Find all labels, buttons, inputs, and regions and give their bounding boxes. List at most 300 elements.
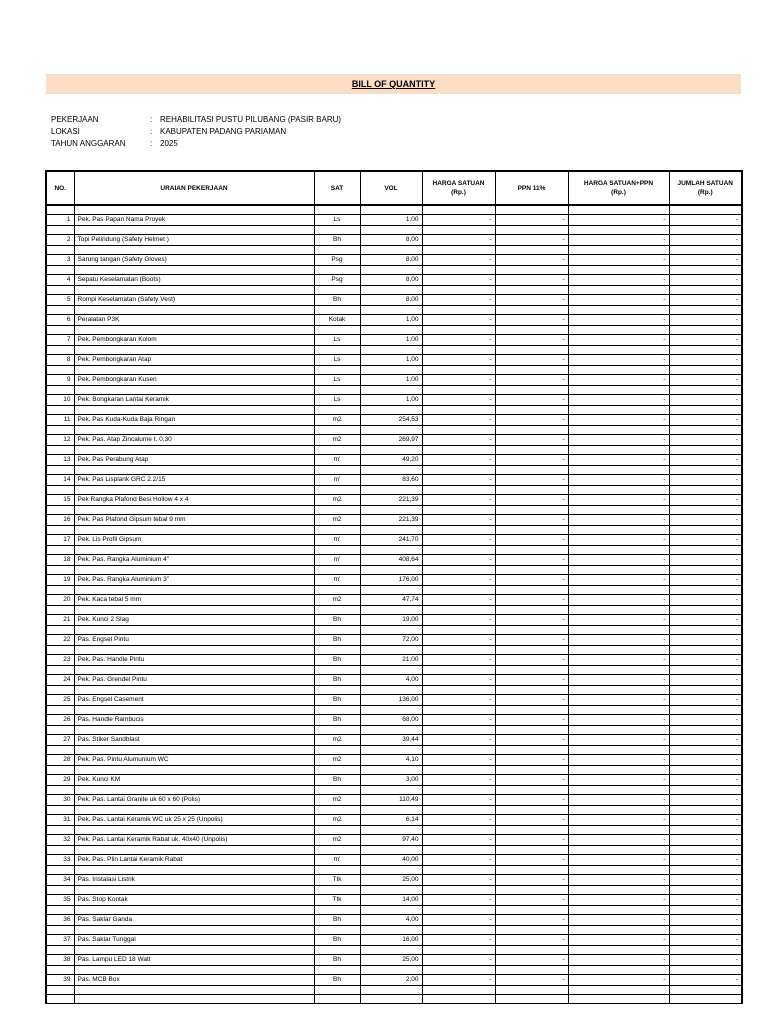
empty-cell <box>74 465 314 474</box>
empty-cell <box>495 805 568 814</box>
empty-cell <box>422 725 495 734</box>
item-ppn: - <box>495 934 568 945</box>
empty-cell <box>314 925 360 934</box>
item-no: 17 <box>46 534 74 545</box>
item-harga-ppn: - <box>568 794 669 805</box>
empty-cell <box>495 825 568 834</box>
item-jumlah: - <box>669 954 742 965</box>
empty-cell <box>46 645 74 654</box>
item-sat: m2 <box>314 414 360 425</box>
empty-cell <box>568 465 669 474</box>
table-row <box>46 414 742 425</box>
item-harga-ppn: - <box>568 534 669 545</box>
info-colon: : <box>150 139 153 148</box>
item-sat: m' <box>314 474 360 485</box>
empty-cell <box>46 945 74 954</box>
item-harga-ppn: - <box>568 414 669 425</box>
item-harga-ppn: - <box>568 274 669 285</box>
item-harga-satuan: - <box>422 734 495 745</box>
item-no: 14 <box>46 474 74 485</box>
item-harga-ppn: - <box>568 894 669 905</box>
item-no: 24 <box>46 674 74 685</box>
item-harga-ppn: - <box>568 214 669 225</box>
item-no: 9 <box>46 374 74 385</box>
item-ppn: - <box>495 754 568 765</box>
empty-cell <box>74 565 314 574</box>
item-vol: 39,44 <box>360 734 422 745</box>
spacer-row <box>46 445 742 454</box>
empty-cell <box>74 385 314 394</box>
empty-cell <box>568 665 669 674</box>
empty-cell <box>360 945 422 954</box>
empty-cell <box>422 705 495 714</box>
item-vol: 269,97 <box>360 434 422 445</box>
item-harga-satuan: - <box>422 794 495 805</box>
empty-cell <box>74 365 314 374</box>
empty-cell <box>669 285 742 294</box>
empty-cell <box>495 865 568 874</box>
item-harga-ppn: - <box>568 454 669 465</box>
empty-cell <box>568 625 669 634</box>
spacer-row <box>46 245 742 254</box>
item-no: 19 <box>46 574 74 585</box>
table-row <box>46 914 742 925</box>
table-row <box>46 494 742 505</box>
item-jumlah: - <box>669 634 742 645</box>
table-row <box>46 974 742 985</box>
item-uraian: Pek. Pas. Handle Pintu <box>74 654 314 665</box>
item-ppn: - <box>495 474 568 485</box>
empty-cell <box>74 265 314 274</box>
item-harga-ppn: - <box>568 294 669 305</box>
item-harga-satuan: - <box>422 534 495 545</box>
item-vol: 72,00 <box>360 634 422 645</box>
item-uraian: Pas. Instalasi Listrik <box>74 874 314 885</box>
document-title: BILL OF QUANTITY <box>351 79 436 89</box>
empty-cell <box>74 825 314 834</box>
item-vol: 25,00 <box>360 954 422 965</box>
item-harga-ppn: - <box>568 254 669 265</box>
empty-cell <box>568 345 669 354</box>
empty-cell <box>46 545 74 554</box>
empty-cell <box>46 625 74 634</box>
empty-cell <box>495 885 568 894</box>
empty-cell <box>46 985 74 994</box>
empty-cell <box>314 845 360 854</box>
empty-cell <box>568 945 669 954</box>
item-jumlah: - <box>669 514 742 525</box>
item-harga-satuan: - <box>422 394 495 405</box>
item-jumlah: - <box>669 774 742 785</box>
empty-cell <box>46 785 74 794</box>
item-harga-satuan: - <box>422 514 495 525</box>
empty-cell <box>46 305 74 314</box>
item-uraian: Pek. Pas. Grendel Pintu <box>74 674 314 685</box>
item-sat: m' <box>314 574 360 585</box>
item-no: 5 <box>46 294 74 305</box>
spacer-row <box>46 725 742 734</box>
item-ppn: - <box>495 514 568 525</box>
item-harga-satuan: - <box>422 714 495 725</box>
table-row <box>46 554 742 565</box>
empty-cell <box>568 205 669 214</box>
empty-cell <box>360 985 422 994</box>
item-jumlah: - <box>669 934 742 945</box>
info-label: PEKERJAAN <box>51 115 99 124</box>
item-vol: 19,00 <box>360 614 422 625</box>
empty-cell <box>360 825 422 834</box>
item-harga-satuan: - <box>422 634 495 645</box>
empty-cell <box>669 425 742 434</box>
empty-cell <box>360 585 422 594</box>
empty-cell <box>360 545 422 554</box>
empty-cell <box>360 625 422 634</box>
empty-cell <box>568 785 669 794</box>
item-vol: 408,64 <box>360 554 422 565</box>
item-harga-satuan: - <box>422 874 495 885</box>
empty-cell <box>314 985 360 994</box>
header-ppn: PPN 11% <box>495 171 568 205</box>
empty-cell <box>669 865 742 874</box>
item-jumlah: - <box>669 574 742 585</box>
empty-cell <box>495 785 568 794</box>
item-harga-satuan: - <box>422 974 495 985</box>
empty-cell <box>495 725 568 734</box>
empty-cell <box>669 305 742 314</box>
item-ppn: - <box>495 694 568 705</box>
empty-cell <box>422 365 495 374</box>
empty-cell <box>422 425 495 434</box>
empty-cell <box>669 965 742 974</box>
item-harga-satuan: - <box>422 654 495 665</box>
empty-cell <box>422 905 495 914</box>
item-ppn: - <box>495 714 568 725</box>
empty-cell <box>422 525 495 534</box>
item-vol: 221,39 <box>360 514 422 525</box>
empty-cell <box>74 885 314 894</box>
empty-cell <box>46 885 74 894</box>
info-value: REHABILITASI PUSTU PILUBANG (PASIR BARU) <box>160 115 342 124</box>
empty-cell <box>74 245 314 254</box>
item-ppn: - <box>495 834 568 845</box>
item-uraian: Pas. Handle Rambucis <box>74 714 314 725</box>
empty-cell <box>495 845 568 854</box>
spacer-row <box>46 405 742 414</box>
empty-cell <box>74 545 314 554</box>
empty-cell <box>314 545 360 554</box>
empty-cell <box>495 345 568 354</box>
item-no: 3 <box>46 254 74 265</box>
empty-cell <box>74 345 314 354</box>
empty-cell <box>495 425 568 434</box>
table-row <box>46 334 742 345</box>
empty-cell <box>360 385 422 394</box>
empty-cell <box>74 285 314 294</box>
item-harga-ppn: - <box>568 694 669 705</box>
item-no: 2 <box>46 234 74 245</box>
empty-cell <box>422 205 495 214</box>
item-jumlah: - <box>669 794 742 805</box>
empty-cell <box>422 865 495 874</box>
item-sat: m2 <box>314 594 360 605</box>
item-sat: Bh <box>314 674 360 685</box>
empty-cell <box>314 805 360 814</box>
item-jumlah: - <box>669 254 742 265</box>
empty-cell <box>74 785 314 794</box>
empty-cell <box>314 945 360 954</box>
item-vol: 4,10 <box>360 754 422 765</box>
item-harga-ppn: - <box>568 814 669 825</box>
empty-cell <box>422 625 495 634</box>
empty-cell <box>669 265 742 274</box>
empty-cell <box>422 745 495 754</box>
empty-cell <box>74 905 314 914</box>
item-ppn: - <box>495 594 568 605</box>
empty-cell <box>314 465 360 474</box>
item-no: 27 <box>46 734 74 745</box>
empty-cell <box>46 245 74 254</box>
empty-cell <box>495 485 568 494</box>
empty-cell <box>314 405 360 414</box>
item-vol: 47,74 <box>360 594 422 605</box>
item-vol: 8,00 <box>360 274 422 285</box>
empty-cell <box>669 785 742 794</box>
info-row-pekerjaan <box>51 114 341 126</box>
item-harga-ppn: - <box>568 354 669 365</box>
empty-cell <box>74 525 314 534</box>
item-ppn: - <box>495 294 568 305</box>
item-no: 29 <box>46 774 74 785</box>
spacer-row <box>46 285 742 294</box>
empty-cell <box>74 585 314 594</box>
empty-cell <box>422 805 495 814</box>
item-no: 21 <box>46 614 74 625</box>
empty-cell <box>669 385 742 394</box>
item-harga-satuan: - <box>422 774 495 785</box>
empty-cell <box>46 565 74 574</box>
empty-cell <box>422 994 495 1003</box>
info-label: TAHUN ANGGARAN <box>51 139 126 148</box>
table-row <box>46 614 742 625</box>
empty-cell <box>422 405 495 414</box>
item-uraian: Pek. Kunci 2 Slag <box>74 614 314 625</box>
empty-cell <box>46 765 74 774</box>
table-row <box>46 894 742 905</box>
spacer-row <box>46 745 742 754</box>
empty-cell <box>360 465 422 474</box>
item-harga-ppn: - <box>568 934 669 945</box>
item-uraian: Pas. Engsel Casement <box>74 694 314 705</box>
empty-cell <box>74 445 314 454</box>
item-no: 13 <box>46 454 74 465</box>
table-row <box>46 294 742 305</box>
table-row <box>46 834 742 845</box>
item-uraian: Pek. Pas. Lantai Keramik Rabat uk. 40x40 (Unpolis) <box>74 834 314 845</box>
header-harga-satuan <box>422 171 495 205</box>
empty-cell <box>74 945 314 954</box>
empty-cell <box>568 605 669 614</box>
item-no: 10 <box>46 394 74 405</box>
spacer-row <box>46 645 742 654</box>
empty-cell <box>46 905 74 914</box>
empty-cell <box>669 525 742 534</box>
item-ppn: - <box>495 874 568 885</box>
item-sat: m2 <box>314 494 360 505</box>
empty-cell <box>422 825 495 834</box>
empty-cell <box>74 765 314 774</box>
item-no: 25 <box>46 694 74 705</box>
empty-cell <box>314 745 360 754</box>
item-harga-satuan: - <box>422 454 495 465</box>
item-vol: 1,00 <box>360 314 422 325</box>
empty-cell <box>46 425 74 434</box>
item-ppn: - <box>495 394 568 405</box>
item-harga-ppn: - <box>568 374 669 385</box>
item-sat: m2 <box>314 734 360 745</box>
header-no: NO. <box>46 171 74 205</box>
item-harga-ppn: - <box>568 914 669 925</box>
header-sat: SAT <box>314 171 360 205</box>
empty-cell <box>495 305 568 314</box>
item-vol: 6,14 <box>360 814 422 825</box>
empty-cell <box>495 765 568 774</box>
item-sat: m2 <box>314 514 360 525</box>
item-sat: Bh <box>314 614 360 625</box>
empty-cell <box>360 425 422 434</box>
empty-cell <box>46 585 74 594</box>
item-jumlah: - <box>669 894 742 905</box>
empty-cell <box>568 905 669 914</box>
empty-cell <box>669 994 742 1003</box>
item-uraian: Pek. Pas. Rangka Aluminium 4" <box>74 554 314 565</box>
info-label: LOKASI <box>51 127 80 136</box>
item-sat: Psg <box>314 254 360 265</box>
empty-cell <box>495 905 568 914</box>
spacer-row <box>46 525 742 534</box>
item-uraian: Pek. Pas. Rangka Aluminium 3" <box>74 574 314 585</box>
empty-cell <box>360 225 422 234</box>
item-jumlah: - <box>669 674 742 685</box>
empty-cell <box>568 585 669 594</box>
empty-cell <box>314 425 360 434</box>
item-no: 11 <box>46 414 74 425</box>
empty-cell <box>74 925 314 934</box>
empty-cell <box>46 325 74 334</box>
empty-cell <box>669 885 742 894</box>
item-uraian: Pek. Pembongkaran Kolom <box>74 334 314 345</box>
empty-cell <box>568 865 669 874</box>
item-vol: 25,00 <box>360 874 422 885</box>
item-sat: Psg <box>314 274 360 285</box>
item-uraian: Pek. Pas. Pintu Alumunium WC <box>74 754 314 765</box>
item-uraian: Pek. Pas Kuda-Kuda Baja Ringan <box>74 414 314 425</box>
item-harga-satuan: - <box>422 934 495 945</box>
spacer-row <box>46 385 742 394</box>
empty-cell <box>360 245 422 254</box>
item-harga-satuan: - <box>422 474 495 485</box>
spacer-row <box>46 945 742 954</box>
empty-cell <box>669 545 742 554</box>
empty-cell <box>495 365 568 374</box>
empty-cell <box>314 725 360 734</box>
empty-cell <box>314 205 360 214</box>
item-no: 36 <box>46 914 74 925</box>
empty-cell <box>422 545 495 554</box>
item-sat: Ls <box>314 374 360 385</box>
item-uraian: Peralatan P3K <box>74 314 314 325</box>
item-no: 1 <box>46 214 74 225</box>
empty-cell <box>46 845 74 854</box>
empty-cell <box>495 565 568 574</box>
spacer-row <box>46 505 742 514</box>
item-harga-ppn: - <box>568 714 669 725</box>
spacer-row <box>46 605 742 614</box>
empty-cell <box>669 225 742 234</box>
spacer-row <box>46 905 742 914</box>
header-harga-satuan-line2: (Rp.) <box>451 189 466 196</box>
empty-cell <box>360 505 422 514</box>
item-harga-ppn: - <box>568 954 669 965</box>
table-row <box>46 694 742 705</box>
item-uraian: Pek. Pas Papan Nama Proyek <box>74 214 314 225</box>
item-harga-ppn: - <box>568 774 669 785</box>
empty-cell <box>46 965 74 974</box>
item-harga-ppn: - <box>568 514 669 525</box>
empty-cell <box>669 745 742 754</box>
empty-cell <box>422 445 495 454</box>
empty-cell <box>74 605 314 614</box>
empty-cell <box>360 485 422 494</box>
item-ppn: - <box>495 814 568 825</box>
empty-cell <box>314 825 360 834</box>
spacer-row <box>46 365 742 374</box>
empty-cell <box>360 745 422 754</box>
spacer-row <box>46 985 742 994</box>
spacer-row <box>46 765 742 774</box>
item-no: 31 <box>46 814 74 825</box>
empty-cell <box>422 605 495 614</box>
item-uraian: Pek. Pas. Lantai Granite uk 60 x 60 (Polis) <box>74 794 314 805</box>
info-row-lokasi <box>51 126 341 138</box>
item-uraian: Pek. Pas. Lantai Keramik WC uk 25 x 25 (Unpolis) <box>74 814 314 825</box>
empty-cell <box>669 905 742 914</box>
empty-cell <box>314 605 360 614</box>
spacer-row <box>46 865 742 874</box>
empty-cell <box>669 245 742 254</box>
empty-cell <box>568 325 669 334</box>
empty-cell <box>360 765 422 774</box>
empty-cell <box>669 205 742 214</box>
empty-cell <box>314 685 360 694</box>
item-uraian: Pas. Saklar Tunggal <box>74 934 314 945</box>
empty-cell <box>422 225 495 234</box>
empty-cell <box>422 305 495 314</box>
empty-cell <box>495 245 568 254</box>
item-harga-satuan: - <box>422 894 495 905</box>
empty-cell <box>495 505 568 514</box>
item-no: 35 <box>46 894 74 905</box>
item-vol: 49,20 <box>360 454 422 465</box>
table-row <box>46 674 742 685</box>
empty-cell <box>314 665 360 674</box>
item-uraian: Pas. Saklar Ganda <box>74 914 314 925</box>
item-vol: 21,00 <box>360 654 422 665</box>
empty-cell <box>669 705 742 714</box>
item-vol: 1,00 <box>360 374 422 385</box>
empty-cell <box>74 625 314 634</box>
empty-cell <box>46 265 74 274</box>
empty-cell <box>360 525 422 534</box>
